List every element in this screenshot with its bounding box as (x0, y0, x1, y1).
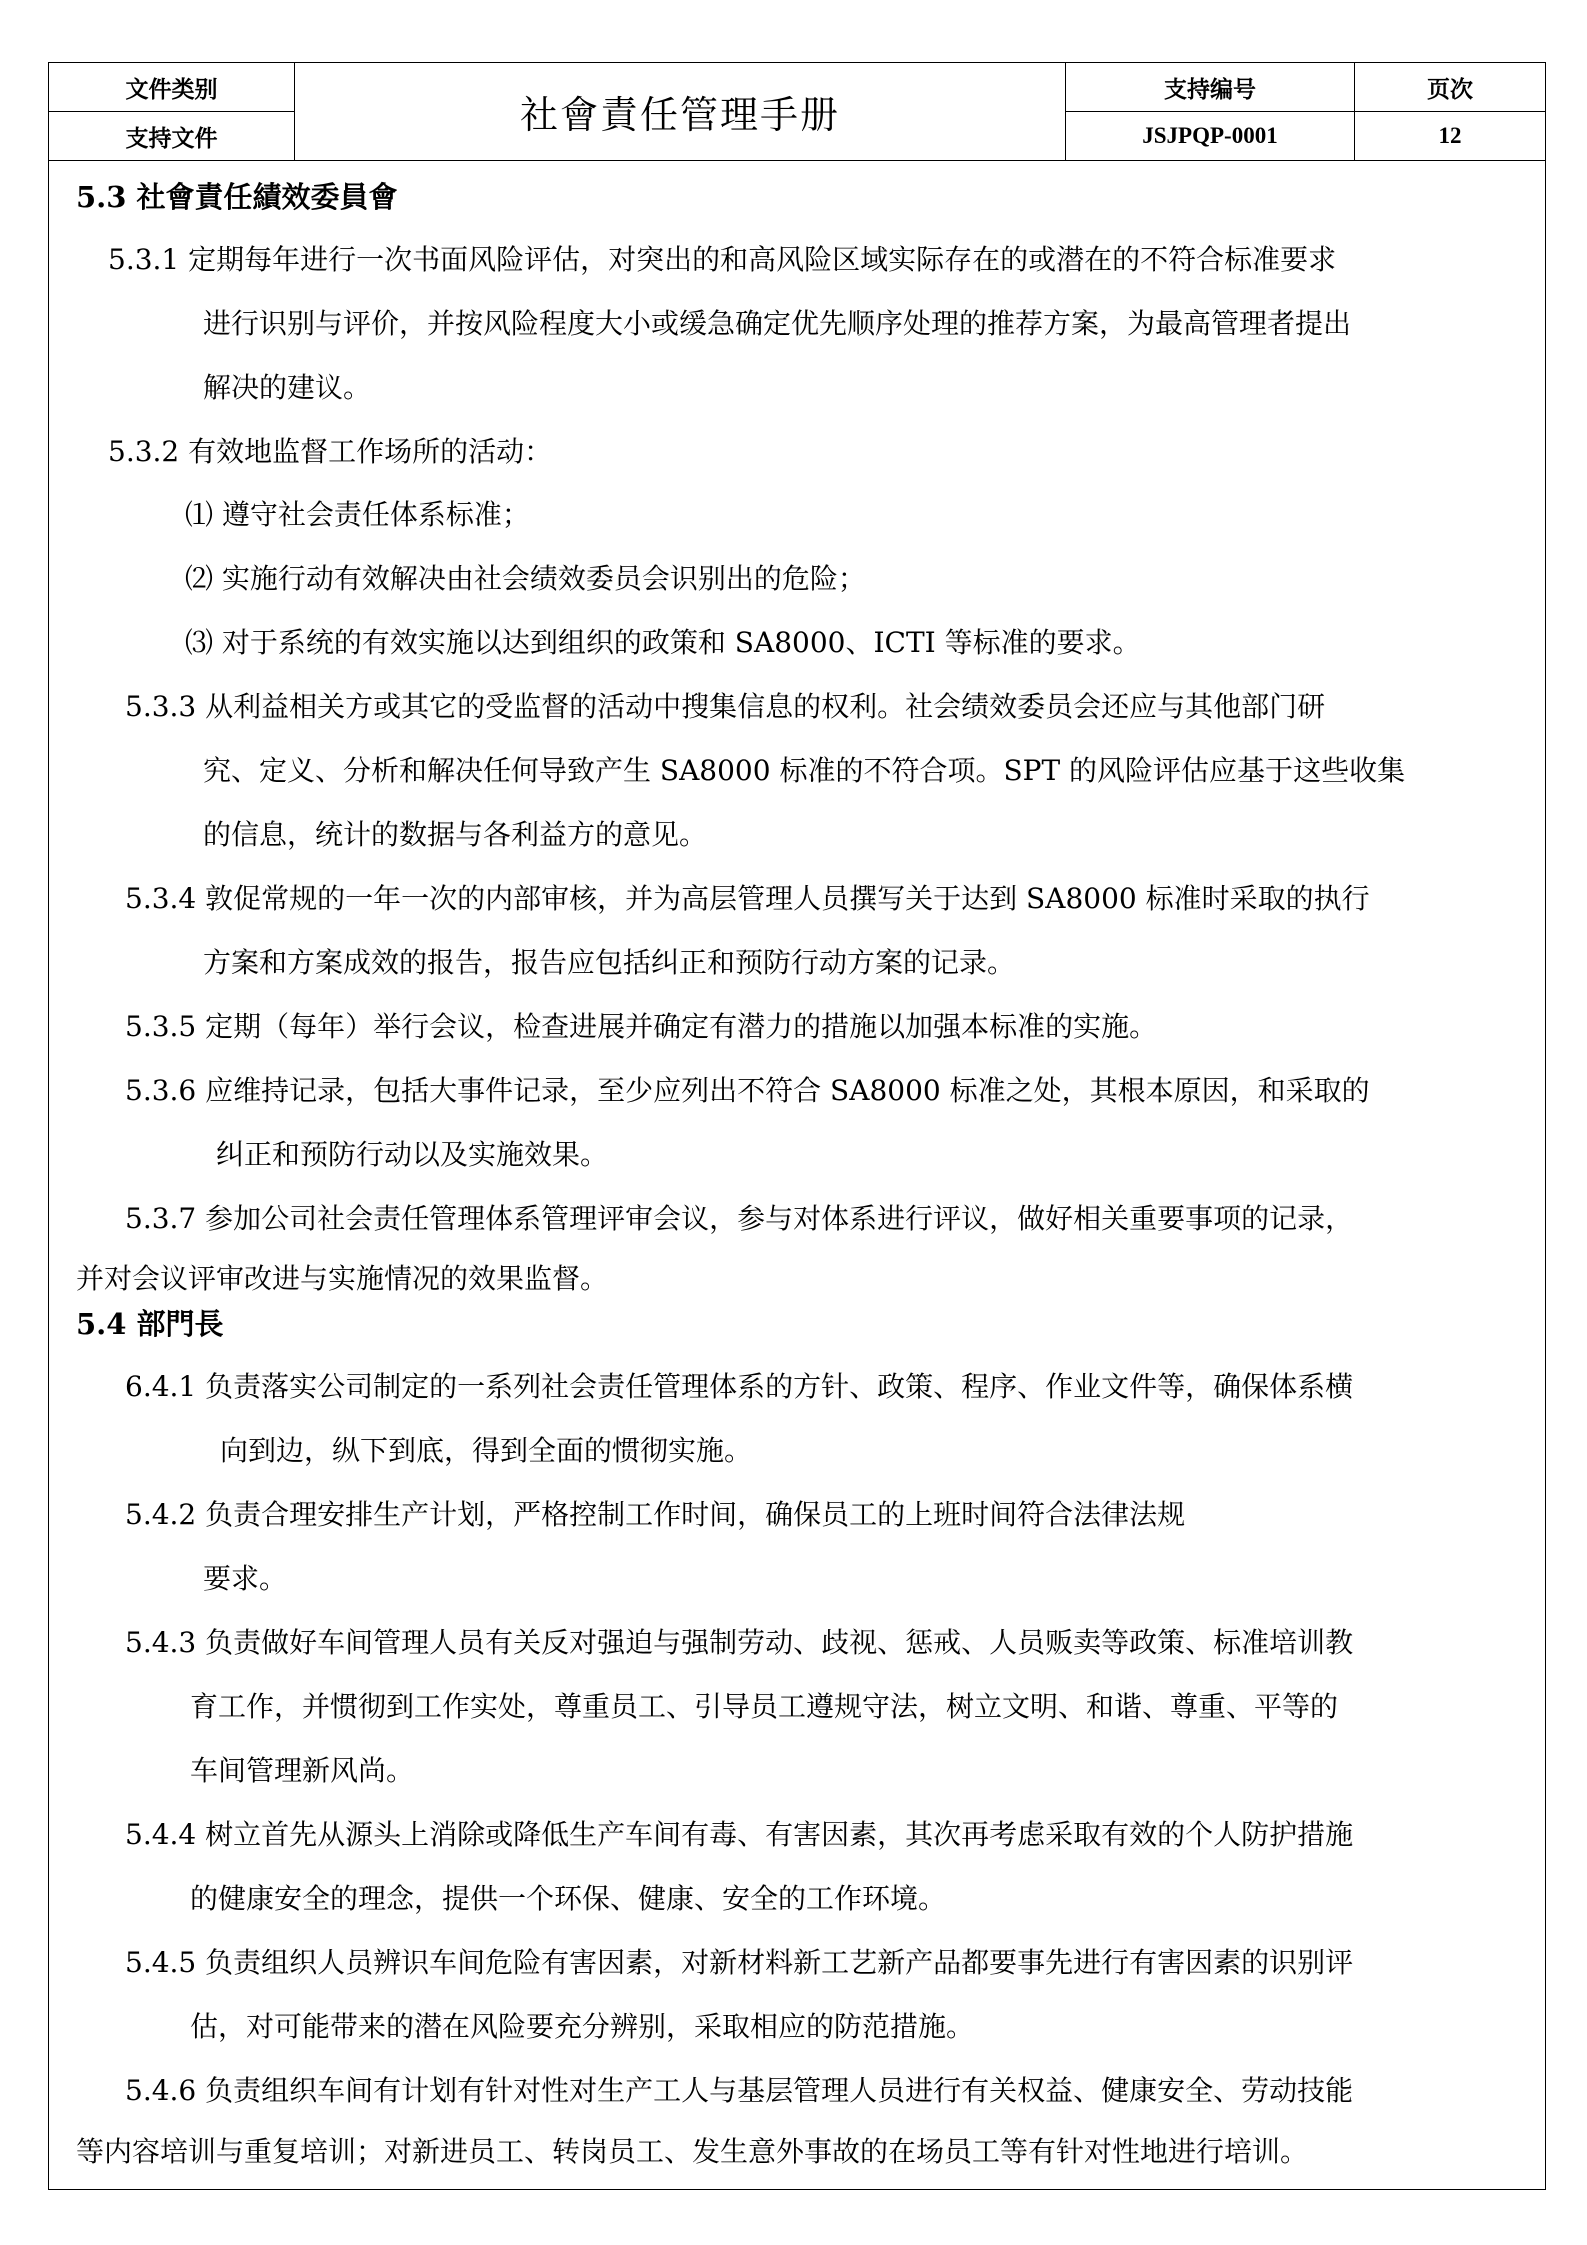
clause-5-3-5-line: 5.3.5 定期（每年）举行会议，检查进展并确定有潜力的措施以加强本标准的实施。 (125, 1010, 1158, 1043)
list-item: ⑴ 遵守社会责任体系标准； (185, 498, 530, 531)
clause-6-4-1-line: 向到边，纵下到底，得到全面的惯彻实施。 (220, 1434, 753, 1467)
clause-5-3-3-line: 的信息，统计的数据与各利益方的意见。 (203, 818, 708, 851)
section-title-5-4: 5.4 部門長 (76, 1307, 224, 1341)
clause-5-4-3-line: 育工作，并惯彻到工作实处，尊重员工、引导员工遵规守法，树立文明、和谐、尊重、平等的 (190, 1690, 1339, 1723)
clause-5-3-4-line: 方案和方案成效的报告，报告应包括纠正和预防行动方案的记录。 (203, 946, 1016, 979)
clause-5-3-4-line: 5.3.4 敦促常规的一年一次的内部审核，并为高层管理人员撰写关于达到 SA8000 标准时采取的执行 (125, 882, 1370, 915)
clause-5-4-6-line: 5.4.6 负责组织车间有计划有针对性对生产工人与基层管理人员进行有关权益、健康安全、劳动技能 (125, 2074, 1354, 2107)
list-item: ⑶ 对于系统的有效实施以达到组织的政策和 SA8000、ICTI 等标准的要求。 (185, 626, 1141, 659)
category-value: 支持文件 (49, 112, 295, 161)
clause-5-3-1-line: 解决的建议。 (203, 371, 372, 404)
clause-5-3-1-line: 5.3.1 定期每年进行一次书面风险评估，对突出的和高风险区域实际存在的或潜在的不符合标准要求 (108, 243, 1337, 276)
clause-5-4-5-line: 估，对可能带来的潜在风险要充分辨别，采取相应的防范措施。 (190, 2010, 975, 2043)
clause-5-4-3-line: 5.4.3 负责做好车间管理人员有关反对强迫与强制劳动、歧视、惩戒、人员贩卖等政策、标准培训教 (125, 1626, 1354, 1659)
clause-5-4-4-line: 的健康安全的理念，提供一个环保、健康、安全的工作环境。 (190, 1882, 947, 1915)
clause-5-3-2-line: 5.3.2 有效地监督工作场所的活动： (108, 435, 553, 468)
clause-5-3-1-line: 进行识别与评价，并按风险程度大小或缓急确定优先顺序处理的推荐方案，为最高管理者提出 (203, 307, 1352, 340)
clause-5-4-2-line: 5.4.2 负责合理安排生产计划，严格控制工作时间，确保员工的上班时间符合法律法规 (125, 1498, 1186, 1531)
category-label: 文件类别 (49, 63, 295, 112)
list-item: ⑵ 实施行动有效解决由社会绩效委员会识别出的危险； (185, 562, 866, 595)
section-title-5-3: 5.3 社會責任績效委員會 (76, 180, 398, 214)
clause-5-3-7-line: 并对会议评审改进与实施情况的效果监督。 (76, 1262, 609, 1295)
document-header-table (48, 62, 1546, 161)
code-value: JSJPQP-0001 (1066, 112, 1355, 161)
page-number: 12 (1355, 112, 1546, 161)
code-label: 支持编号 (1066, 63, 1355, 112)
clause-5-3-6-line: 5.3.6 应维持记录，包括大事件记录，至少应列出不符合 SA8000 标准之处，其根本原因，和采取的 (125, 1074, 1370, 1107)
clause-5-3-6-line: 纠正和预防行动以及实施效果。 (216, 1138, 609, 1171)
clause-5-4-2-line: 要求。 (203, 1562, 288, 1595)
clause-5-4-3-line: 车间管理新风尚。 (190, 1754, 415, 1787)
page-label: 页次 (1355, 63, 1546, 112)
clause-5-3-7-line: 5.3.7 参加公司社会责任管理体系管理评审会议，参与对体系进行评议，做好相关重要事项的记录， (125, 1202, 1354, 1235)
clause-5-3-3-line: 究、定义、分析和解决任何导致产生 SA8000 标准的不符合项。SPT 的风险评估应基于这些收集 (203, 754, 1406, 787)
document-title: 社會責任管理手册 (295, 63, 1066, 161)
clause-5-4-4-line: 5.4.4 树立首先从源头上消除或降低生产车间有毒、有害因素，其次再考虑采取有效的个人防护措施 (125, 1818, 1354, 1851)
clause-6-4-1-line: 6.4.1 负责落实公司制定的一系列社会责任管理体系的方针、政策、程序、作业文件等，确保体系横 (125, 1370, 1354, 1403)
clause-5-4-5-line: 5.4.5 负责组织人员辨识车间危险有害因素，对新材料新工艺新产品都要事先进行有害因素的识别评 (125, 1946, 1354, 1979)
clause-5-4-6-line: 等内容培训与重复培训；对新进员工、转岗员工、发生意外事故的在场员工等有针对性地进行培训。 (76, 2135, 1309, 2168)
clause-5-3-3-line: 5.3.3 从利益相关方或其它的受监督的活动中搜集信息的权利。社会绩效委员会还应与其他部门研 (125, 690, 1326, 723)
